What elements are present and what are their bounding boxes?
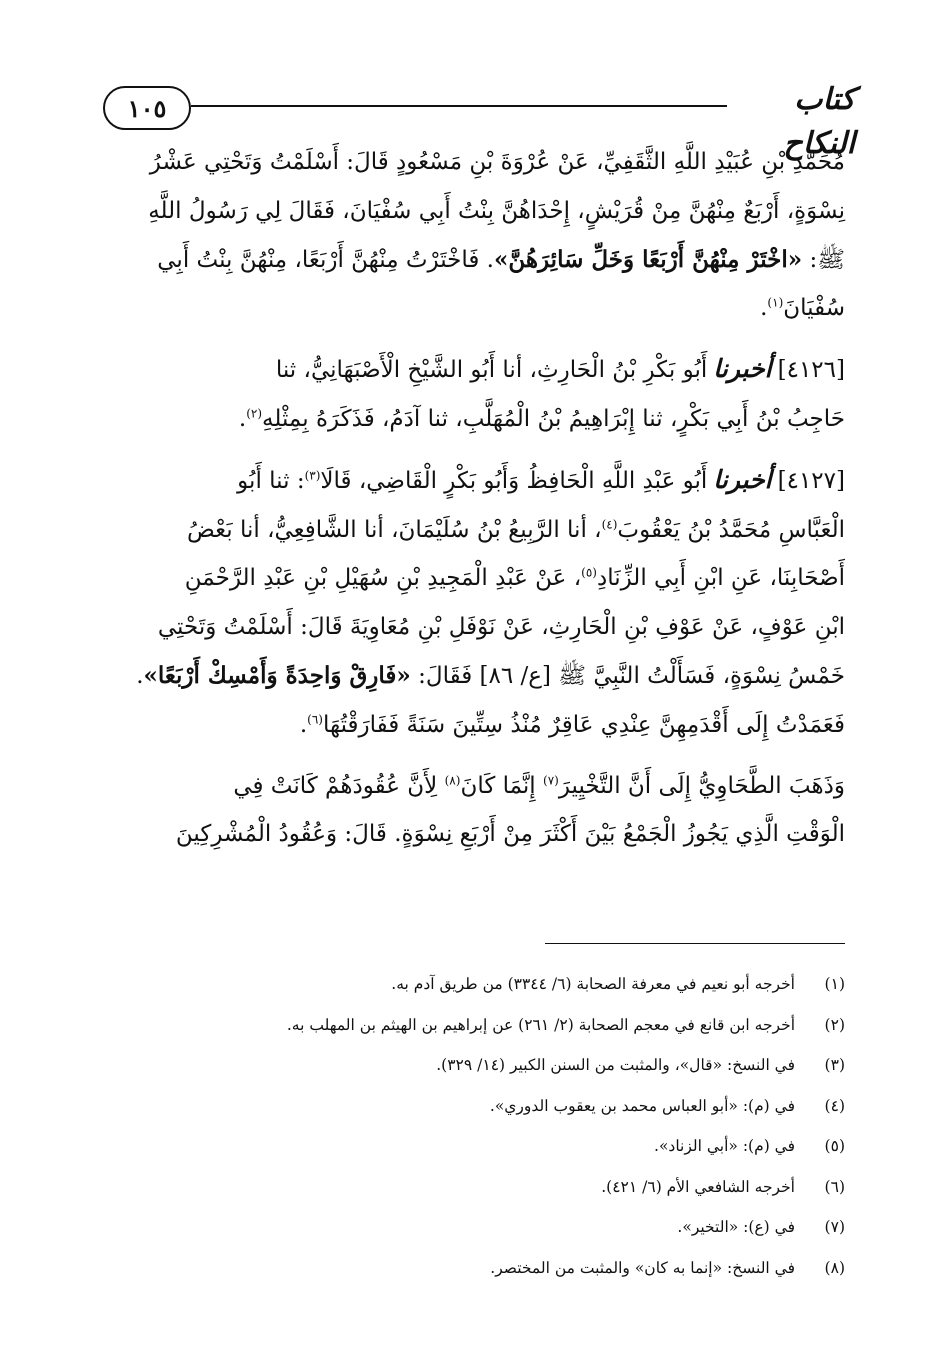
text-line [100,236,845,285]
footnote-item [120,1126,845,1167]
text-segment: حَاجِبُ بْنُ أَبِي بَكْرٍ، ثنا إِبْرَاهِيمُ بْنُ الْمُهَلَّبِ، ثنا آدَمُ، فَذَكَرَهُ بِمِثْلِهِ [262,405,845,432]
footnote-number: (٨) [824,1258,845,1277]
footnote-text: في النسخ: «قال»، والمثبت من السنن الكبير (١٤/ ٣٢٩). [436,1056,795,1074]
text-segment: . [299,711,308,738]
footnote-item [120,1167,845,1208]
text-segment: : ثنا أَبُو [237,467,305,494]
akhbarana-label: أخبرنا [713,464,772,494]
footnote-ref[interactable]: (٢) [246,406,263,421]
footnote-text: في (ع): «التخير». [677,1218,795,1236]
paragraph-1 [100,138,845,333]
footnote-ref[interactable]: (٦) [307,712,323,727]
footnote-number: (٣) [824,1056,845,1074]
footnote-ref[interactable]: (٥) [581,565,597,580]
footnote-number: (٢) [824,1015,845,1034]
text-segment: وَذَهَبَ الطَّحَاوِيُّ إِلَى أَنَّ التَّخْيِيرَ [558,772,845,799]
text-segment: ، عَنْ عَبْدِ الْمَجِيدِ بْنِ سُهَيْلِ بْنِ عَبْدِ الرَّحْمَنِ [184,565,582,592]
footnote-ref[interactable]: (٣) [304,468,321,483]
footnote-text: أخرجه ابن قانع في معجم الصحابة (٢/ ٢٦١) عن إبراهيم بن الهيثم بن المهلب به. [286,1015,795,1034]
footnote-ref[interactable]: (٨) [444,772,461,787]
footnote-number: (٧) [824,1218,845,1236]
text-line [100,345,845,395]
text-line: مُحَمَّدِ بْنِ عُبَيْدِ اللَّهِ الثَّقَفِيِّ، عَنْ عُرْوَةَ بْنِ مَسْعُودٍ قَالَ: أَسْلَمْتُ وَتَحْتِي عَشْرُ [149,149,845,175]
text-line: نِسْوَةٍ، أَرْبَعٌ مِنْهُنَّ مِنْ قُرَيْشٍ، إِحْدَاهُنَّ بِنْتُ أَبِي سُفْيَانَ، فَقَالَ لِي رَسُولُ اللَّهِ [148,197,845,224]
footnote-item [120,1207,845,1248]
text-segment: أَصْحَابِنَا، عَنِ ابْنِ أَبِي الزِّنَادِ [596,565,845,592]
footnote-item [120,1005,845,1046]
footnotes [120,964,845,1288]
text-line [100,395,845,444]
text-segment: أَبُو بَكْرِ بْنُ الْحَارِثِ، أنا أَبُو الشَّيْخِ الْأَصْبَهَانِيُّ، ثنا [275,357,708,384]
footnote-number: (٦) [824,1177,845,1196]
text-line [100,506,845,555]
text-line [100,652,845,701]
chapter-title: كتاب النكاح [783,82,855,161]
footnote-text: في (م): «أبو العباس محمد بن يعقوب الدوري». [489,1096,795,1115]
footnote-number: (١) [824,975,845,993]
paragraph-2 [100,345,845,444]
footnote-text: في النسخ: «إنما به كان» والمثبت من المختصر. [490,1258,795,1277]
text-segment: لِأَنَّ عُقُودَهُمْ كَانَتْ فِي [233,772,445,799]
main-text [100,138,845,871]
paragraph-3 [100,456,845,750]
text-segment: خَمْسُ نِسْوَةٍ، فَسَأَلْتُ النَّبِيَّ ﷺ [ع/ ٨٦] فَقَالَ: [410,662,845,689]
text-segment: إِنَّمَا كَانَ [460,772,544,799]
text-line [100,554,845,603]
footnote-separator [545,943,845,944]
text-line: ابْنِ عَوْفٍ، عَنْ عَوْفِ بْنِ الْحَارِثِ، عَنْ نَوْفَلِ بْنِ مُعَاوِيَةَ قَالَ: أَسْلَمْتُ وَتَحْتِي [157,614,845,641]
text-line [100,701,845,750]
text-segment: سُفْيَانَ [783,295,845,322]
text-line [100,762,845,811]
footnote-item [120,1086,845,1127]
prophet-saying: «اخْتَرْ مِنْهُنَّ أَرْبَعًا وَخَلِّ سَائِرَهُنَّ» [493,245,803,273]
text-segment: الْعَبَّاسِ مُحَمَّدُ بْنُ يَعْقُوبَ [617,516,845,543]
footnote-item [120,1045,845,1086]
footnote-number: (٤) [824,1096,845,1115]
text-line: الْوَقْتِ الَّذِي يَجُوزُ الْجَمْعُ بَيْنَ أَكْثَرَ مِنْ أَرْبَعِ نِسْوَةٍ. قَالَ: وَعُقُودُ الْمُشْرِكِينَ [175,821,845,848]
text-segment: أَبُو عَبْدِ اللَّهِ الْحَافِظُ وَأَبُو بَكْرٍ الْقَاضِي، قَالَا [320,467,708,494]
footnote-text: أخرجه أبو نعيم في معرفة الصحابة (٦/ ٣٣٤٤) من طريق آدم به. [391,975,795,993]
text-segment: . [136,662,144,689]
text-line [100,456,845,506]
footnote-item [120,1248,845,1289]
text-segment: ﷺ: [802,246,845,273]
text-segment: فَعَمَدْتُ إِلَى أَقْدَمِهِنَّ عِنْدِي عَاقِرٌ مُنْذُ سِتِّينَ سَنَةً فَفَارَقْتُهَا [322,711,845,738]
footnote-ref[interactable]: (١) [767,295,784,310]
text-segment: . فَاخْتَرْتُ مِنْهُنَّ أَرْبَعًا، مِنْهُنَّ بِنْتُ أَبِي [157,246,494,273]
akhbarana-label: أخبرنا [713,354,772,384]
header-rule [191,105,727,107]
footnote-text: في (م): «أبي الزناد». [654,1137,795,1155]
text-segment: ، أنا الرَّبِيعُ بْنُ سُلَيْمَانَ، أنا الشَّافِعِيُّ، أنا بَعْضُ [186,516,602,543]
page-header [95,78,855,161]
footnote-ref[interactable]: (٧) [543,772,559,787]
footnote-ref[interactable]: (٤) [601,516,618,531]
text-segment: . [238,405,247,432]
footnote-number: (٥) [824,1137,845,1155]
prophet-saying: «فَارِقْ وَاحِدَةً وَأَمْسِكْ أَرْبَعًا» [143,661,411,689]
footnote-item [120,964,845,1005]
hadith-number: [٤١٢٦] [777,357,845,384]
footnote-text: أخرجه الشافعي الأم (٦/ ٤٢١). [601,1177,795,1196]
hadith-number: [٤١٢٧] [777,467,845,494]
paragraph-4 [100,762,845,860]
text-line [100,284,845,333]
text-segment: . [760,295,768,322]
page-number: ١٠٥ [103,86,191,130]
